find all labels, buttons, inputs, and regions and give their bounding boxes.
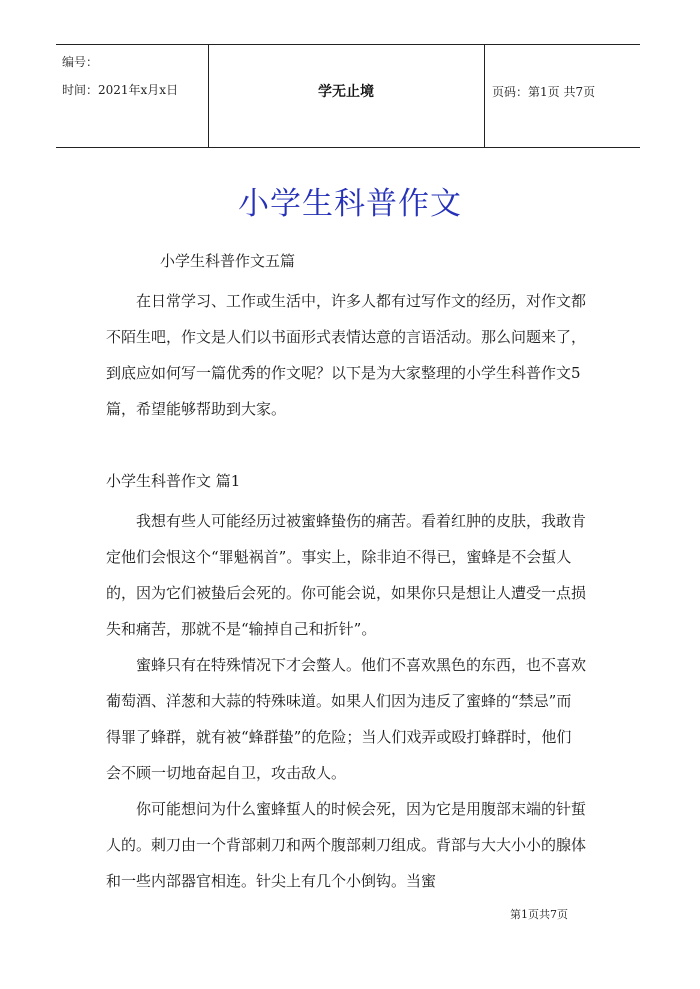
body-paragraph-1: 我想有些人可能经历过被蜜蜂蛰伤的痛苦。看着红肿的皮肤，我敢肯定他们会恨这个“罪魁祸首”。事实上，除非迫不得已，蜜蜂是不会蜇人的，因为它们被蛰后会死的。你可能会说，如果你只是想让人遭受一点损失和痛苦，那就不是“输掉自己和折针”。: [106, 512, 587, 638]
page-header: [56, 44, 640, 148]
header-divider-right: [484, 45, 485, 147]
document-title: 小学生科普作文: [238, 186, 462, 222]
section-heading: 小学生科普作文 篇1: [106, 472, 241, 490]
header-time-label: 时间：2021年x月x日: [62, 83, 179, 97]
page-footer: 第1页共7页: [510, 908, 568, 921]
header-number-label: 编号：: [62, 55, 99, 69]
intro-paragraph: [106, 283, 586, 427]
header-center-title: 学无止境: [318, 84, 374, 100]
body-paragraphs: [106, 503, 586, 899]
body-paragraph-2: 蜜蜂只有在特殊情况下才会螫人。他们不喜欢黑色的东西，也不喜欢葡萄酒、洋葱和大蒜的特殊味道。如果人们因为违反了蜜蜂的“禁忌”而得罪了蜂群，就有被“蜂群蛰”的危险；当人们戏弄或殴打蜂群时，他们会不顾一切地奋起自卫，攻击敌人。: [106, 656, 587, 782]
body-paragraph-3: 你可能想问为什么蜜蜂蜇人的时候会死，因为它是用腹部末端的针蜇人的。刺刀由一个背部刺刀和两个腹部刺刀组成。背部与大大小小的腺体和一些内部器官相连。针尖上有几个小倒钩。当蜜: [106, 800, 587, 890]
header-page-info: 页码：第1页 共7页: [492, 85, 596, 99]
document-subtitle: 小学生科普作文五篇: [160, 252, 296, 270]
intro-text: 在日常学习、工作或生活中，许多人都有过写作文的经历，对作文都不陌生吧，作文是人们以书面形式表情达意的言语活动。那么问题来了，到底应如何写一篇优秀的作文呢？以下是为大家整理的小学生科普作文5篇，希望能够帮助到大家。: [106, 292, 587, 418]
